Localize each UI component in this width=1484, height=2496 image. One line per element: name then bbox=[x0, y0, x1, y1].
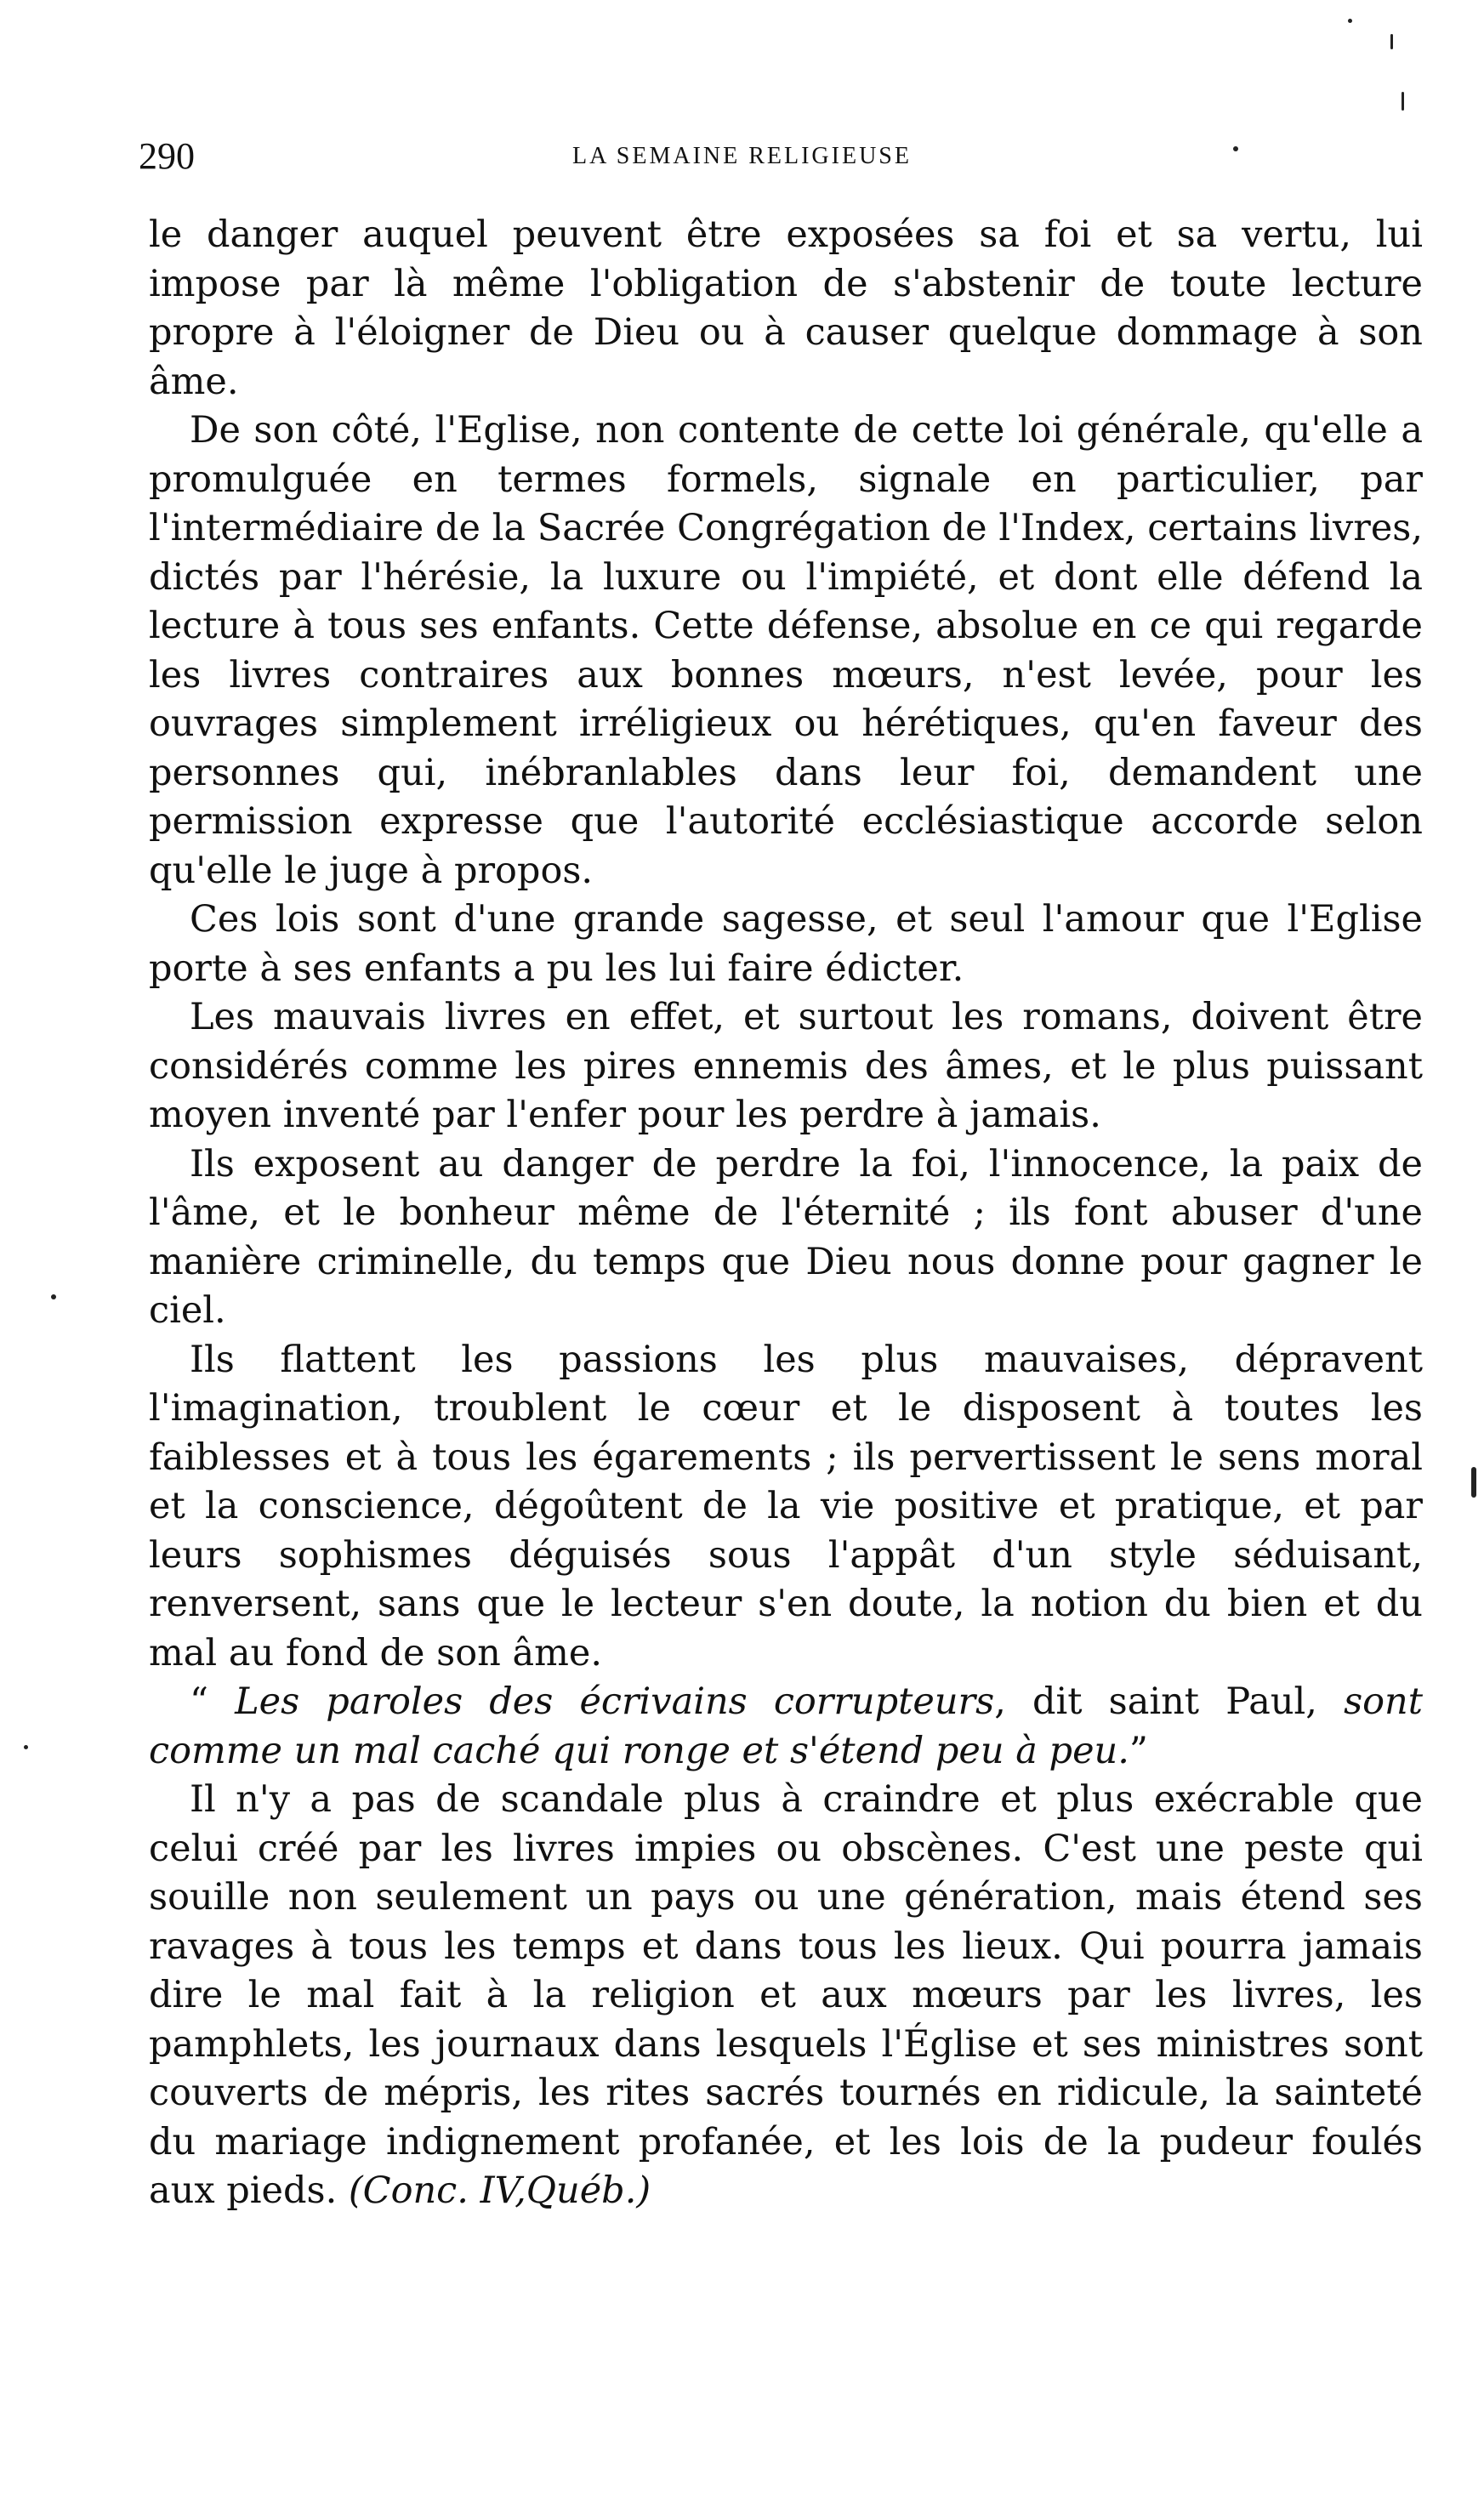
paragraph-8-text: Il n'y a pas de scandale plus à craindre et plus exécrable que celui créé par les livres impies ou obscènes. C'est une peste qui souille non seulement un pays ou une génération, mais étend ses ravages à tous les temps et dans tous les lieux. Qui pourra jamais dire le mal fait à la religion et aux mœurs par les livres, les pamphlets, les journaux dans lesquels l'Église et ses ministres sont couverts de mépris, les rites sacrés tournés en ridicule, la sainteté du mariage indignement profanée, et les lois de la pudeur foulés aux pieds. bbox=[149, 1778, 1423, 2212]
scan-speck bbox=[1390, 34, 1393, 49]
body-text bbox=[149, 211, 1423, 2216]
scan-speck bbox=[1348, 19, 1352, 23]
running-title: LA SEMAINE RELIGIEUSE bbox=[572, 143, 912, 169]
quote-attribution: , dit saint Paul, bbox=[994, 1680, 1345, 1723]
citation: (Conc. IV,Québ.) bbox=[348, 2169, 651, 2212]
page-number: 290 bbox=[139, 135, 195, 177]
paragraph-4: Les mauvais livres en effet, et surtout les romans, doivent être considérés comme les pires ennemis des âmes, et le plus puissant moyen inventé par l'enfer pour les perdre à jamais. bbox=[149, 996, 1423, 1136]
quote-close-mark: ” bbox=[1129, 1729, 1148, 1772]
scan-speck bbox=[1402, 92, 1404, 111]
quote-open-mark: “ bbox=[190, 1680, 236, 1723]
paragraph-8 bbox=[149, 1776, 1423, 2216]
scan-speck bbox=[51, 1294, 56, 1299]
paragraph-2: De son côté, l'Eglise, non contente de cette loi générale, qu'elle a promulguée en termes formels, signale en particulier, par l'intermédiaire de la Sacrée Congrégation de l'Index, certains livres, dictés par l'hérésie, la luxure ou l'impiété, et dont elle défend la lecture à tous ses enfants. Cette défense, absolue en ce qui regarde les livres contraires aux bonnes mœurs, n'est levée, pour les ouvrages simplement irréligieux ou hérétiques, qu'en faveur des personnes qui, inébranlables dans leur foi, demandent une permission expresse que l'autorité ecclésiastique accorde selon qu'elle le juge à propos. bbox=[149, 409, 1423, 892]
scan-speck bbox=[1471, 1467, 1476, 1498]
scan-speck bbox=[1233, 146, 1238, 151]
paragraph-5: Ils exposent au danger de perdre la foi, l'innocence, la paix de l'âme, et le bonheur même de l'éternité ; ils font abuser d'une manière criminelle, du temps que Dieu nous donne pour gagner le ciel. bbox=[149, 1142, 1423, 1332]
quote-text-1: Les paroles des écrivains corrupteurs bbox=[235, 1680, 995, 1723]
quote-paragraph bbox=[149, 1678, 1423, 1776]
paragraph-3: Ces lois sont d'une grande sagesse, et seul l'amour que l'Eglise porte à ses enfants a pu les lui faire édicter. bbox=[149, 898, 1423, 990]
paragraph-6: Ils flattent les passions les plus mauvaises, dépravent l'imagination, troublent le cœur et le disposent à toutes les faiblesses et à tous les égarements ; ils pervertissent le sens moral et la conscience, dégoûtent de la vie positive et pratique, et par leurs sophismes déguisés sous l'appât d'un style séduisant, renversent, sans que le lecteur s'en doute, la notion du bien et du mal au fond de son âme. bbox=[149, 1338, 1423, 1674]
quote-text-2: sont comme un mal caché qui ronge et s'étend peu à peu. bbox=[149, 1680, 1423, 1772]
page-header bbox=[139, 134, 1423, 177]
scan-speck bbox=[24, 1745, 28, 1749]
paragraph-1: le danger auquel peuvent être exposées sa foi et sa vertu, lui impose par là même l'obligation de s'abstenir de toute lecture propre à l'éloigner de Dieu ou à causer quelque dommage à son âme. bbox=[149, 213, 1423, 403]
